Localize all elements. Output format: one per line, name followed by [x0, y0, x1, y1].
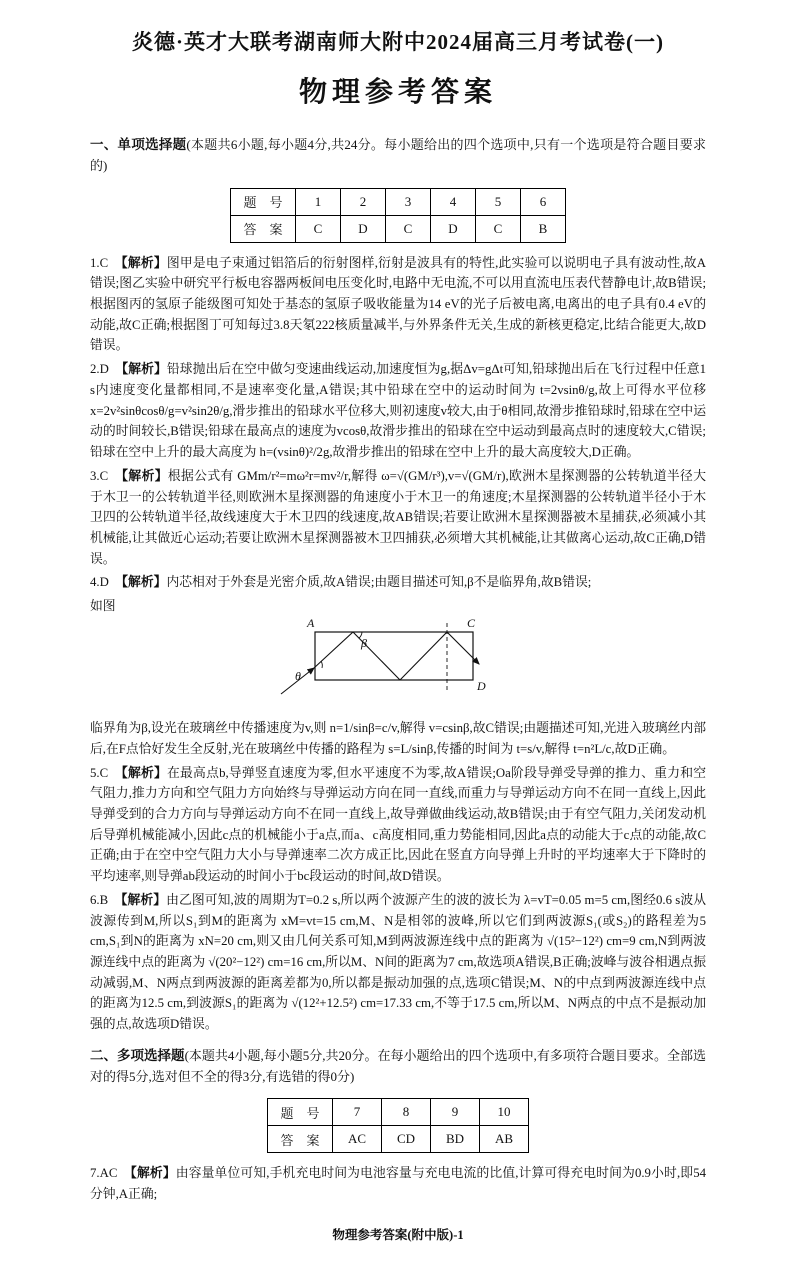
section-single-heading	[90, 134, 706, 177]
exam-title: 炎德·英才大联考湖南师大附中2024届高三月考试卷(一)	[132, 30, 664, 54]
reflected-ray-2	[400, 632, 447, 680]
exit-ray	[447, 632, 479, 664]
table-cell: BD	[431, 1126, 480, 1153]
explanation-item-3	[90, 466, 706, 570]
answer-number: 3.C	[90, 468, 109, 483]
analysis-label: 【解析】	[121, 362, 167, 377]
table-row-answers	[231, 215, 566, 242]
analysis-label: 【解析】	[121, 468, 168, 483]
table-cell: CD	[382, 1126, 431, 1153]
table-cell: C	[476, 215, 521, 242]
explanation-item-4-continued	[90, 718, 706, 759]
table-cell: AB	[480, 1126, 529, 1153]
paper-title: 物理参考答案	[298, 77, 497, 108]
explanation-item-5	[90, 763, 706, 887]
answer-table-multi	[267, 1098, 529, 1153]
label-C: C	[467, 616, 476, 631]
label-D: D	[477, 679, 486, 694]
section-multi-heading-rest: (本题共4小题,每小题5分,共20分。在每小题给出的四个选项中,有多项符合题目要求。全部选对的得5分,选对但不全的得3分,有选错的得0分)	[90, 1047, 706, 1084]
analysis-text: 由容量单位可知,手机充电时间为电池容量与充电电流的比值,计算可得充电时间为0.9小时,即54分钟,A正确;	[90, 1166, 707, 1202]
explanation-item-1	[90, 253, 706, 357]
table-cell: C	[296, 215, 341, 242]
table-cell: AC	[333, 1126, 382, 1153]
analysis-text: 由乙图可知,波的周期为T=0.2 s,所以两个波源产生的波的波长为 λ=vT=0.05 m=5 cm,图经0.6 s波从波源传到M,所以S₁到M的距离为 xM=vt=15 cm,M、N是相邻的波峰,所以它们到两波源S₁(或S₂)的路程差为5 cm,S₁到N的距离为 xN=20 cm,则又由几何关系可知,M到两波源连线中点的距离为 √(15²−12²) cm=9 cm,N到两波源连线中点的距离为 √(20²−12²) cm=16 cm,所以M、N间的距离为7 cm,故选项A错误,B正确;波峰与波谷相遇点振动减弱,M、N两点到两波源的距离差都为0,所以都是振动加强的点,选项C错误;M、N的中点到两波源连线中点的距离为12.5 cm,到波源S₁的距离为 √(12²+12.5²) cm=17.33 cm,不等于17.5 cm,所以M、N两点的中点不是振动加强的点,故选项D错误。	[90, 892, 706, 1032]
table-cell: 5	[476, 188, 521, 215]
table-cell: D	[341, 215, 386, 242]
table-cell: C	[386, 215, 431, 242]
analysis-label: 【解析】	[121, 255, 167, 270]
table-cell: B	[521, 215, 566, 242]
answer-number: 5.C	[90, 765, 109, 780]
table-cell: 3	[386, 188, 431, 215]
answer-number: 1.C	[90, 255, 109, 270]
answer-number: 2.D	[90, 362, 109, 377]
section-single-heading-rest: (本题共6小题,每小题4分,共24分。每小题给出的四个选项中,只有一个选项是符合题目要求的)	[90, 137, 706, 173]
answer-number: 7.AC	[90, 1166, 118, 1181]
explanation-item-2	[90, 359, 706, 463]
analysis-label: 【解析】	[130, 1166, 176, 1181]
table-row-answers	[268, 1126, 529, 1153]
table-cell-label: 答 案	[268, 1126, 333, 1153]
label-theta: θ	[295, 669, 301, 684]
analysis-text: 在最高点b,导弹竖直速度为零,但水平速度不为零,故A错误;Oa阶段导弹受导弹的推力、重力和空气阻力,推力方向和空气阻力方向始终与导弹运动方向在同一直线,而重力与导弹运动方向不在同一直线上,因此导弹受到的合力方向与导弹运动方向不在同一直线上,故导弹做曲线运动,故B错误;由于有空气阻力,关闭发动机后导弹机械能减小,因此c点的机械能小于a点,而a、c高度相同,重力势能相同,因此a点的动能大于c点的动能,故C正确;由于在空中空气阻力大小与导弹速率二次方成正比,因此在竖直方向导弹上升时的平均速率大于下降时的平均速率,则导弹ab段运动的时间小于bc段运动的时间,故D错误。	[90, 765, 707, 884]
answer-number: 4.D	[90, 575, 109, 590]
table-cell: D	[431, 215, 476, 242]
table-cell: 10	[480, 1099, 529, 1126]
analysis-label: 【解析】	[121, 892, 167, 907]
table-cell: 4	[431, 188, 476, 215]
fiber-optics-diagram	[273, 616, 523, 708]
table-cell-label: 题 号	[268, 1099, 333, 1126]
analysis-label: 【解析】	[121, 765, 168, 780]
analysis-text: 铅球抛出后在空中做匀变速曲线运动,加速度恒为g,据Δv=gΔt可知,铅球抛出后在飞行过程中任意1 s内速度变化量都相同,不是速率变化量,A错误;其中铅球在空中的运动时间为 t=2vsinθ/g,故上可得水平位移 x=2v²sinθcosθ/g=v²sin2θ/g,滑步推出的铅球水平位移大,则初速度v较大,由于θ相同,故滑步推铅球时,铅球在空中运动的时间较长,B错误;铅球在最高点的速度为vcosθ,故滑步推出的铅球在空中运动到最高点时的速度较大,C错误;铅球在空中上升的最大高度为 h=(vsinθ)²/2g,故滑步推出的铅球在空中上升的最大高度较大,D正确。	[90, 362, 706, 460]
table-cell: 6	[521, 188, 566, 215]
figure-note: 如图	[90, 599, 116, 614]
label-beta: β	[361, 636, 367, 651]
table-cell: 9	[431, 1099, 480, 1126]
table-row-questions	[231, 188, 566, 215]
section-multi-heading	[90, 1045, 706, 1088]
table-cell: 7	[333, 1099, 382, 1126]
table-cell-label: 题 号	[231, 188, 296, 215]
section-single-heading-bold: 一、单项选择题	[90, 137, 187, 152]
answer-table-single	[230, 188, 566, 243]
table-cell: 2	[341, 188, 386, 215]
label-A: A	[307, 616, 315, 631]
table-cell: 8	[382, 1099, 431, 1126]
section-multi-heading-bold: 二、多项选择题	[90, 1047, 185, 1063]
explanation-item-4	[90, 572, 706, 593]
page-footer: 物理参考答案(附中版)-1	[332, 1227, 464, 1242]
analysis-text: 内芯相对于外套是光密介质,故A错误;由题目描述可知,β不是临界角,故B错误;	[166, 575, 592, 590]
explanation-item-6	[90, 890, 706, 1035]
table-cell: 1	[296, 188, 341, 215]
refracted-ray	[314, 632, 353, 668]
analysis-text: 临界角为β,设光在玻璃丝中传播速度为v,则 n=1/sinβ=c/v,解得 v=csinβ,故C错误;由题描述可知,光进入玻璃丝内部后,在F点恰好发生全反射,光在玻璃丝中传播的路程为 s=L/sinβ,传播的时间为 t=s/v,解得 t=n²L/c,故D正确。	[90, 721, 706, 756]
answer-number: 6.B	[90, 892, 109, 907]
theta-angle-arc	[321, 661, 322, 668]
table-cell-label: 答 案	[231, 215, 296, 242]
analysis-text: 图甲是电子束通过铝箔后的衍射图样,衍射是波具有的特性,此实验可以说明电子具有波动性,故A错误;图乙实验中研究平行板电容器两板间电压变化时,电路中无电流,不可以用直流电压表代替静电计,故B错误;根据图丙的氢原子能级图可知处于基态的氢原子吸收能量为14 eV的光子后被电离,电离出的电子具有0.4 eV的动能,故C正确;根据图丁可知每过3.8天氡222核质量减半,与外界条件无关,生成的新核更稳定,比结合能更大,故D错误。	[90, 255, 706, 353]
glass-fiber-rect	[315, 632, 473, 680]
analysis-text: 根据公式有 GMm/r²=mω²r=mv²/r,解得 ω=√(GM/r³),v=√(GM/r),欧洲木星探测器的公转轨道半径大于木卫一的公转轨道半径,则欧洲木星探测器的角速度小于木卫一的角速度;木星探测器的公转轨道半径小于木卫四的公转轨道半径,故线速度大于木卫四的线速度,故AB错误;若要让欧洲木星探测器被木星捕获,必须减小其机械能,让其做近心运动;若要让欧洲木星探测器被木卫四捕获,必须增大其机械能,让其做离心运动,故C正确,D错误。	[90, 468, 706, 566]
explanation-item-7	[90, 1163, 706, 1204]
analysis-label: 【解析】	[121, 575, 167, 590]
fiber-optics-figure	[90, 616, 706, 713]
